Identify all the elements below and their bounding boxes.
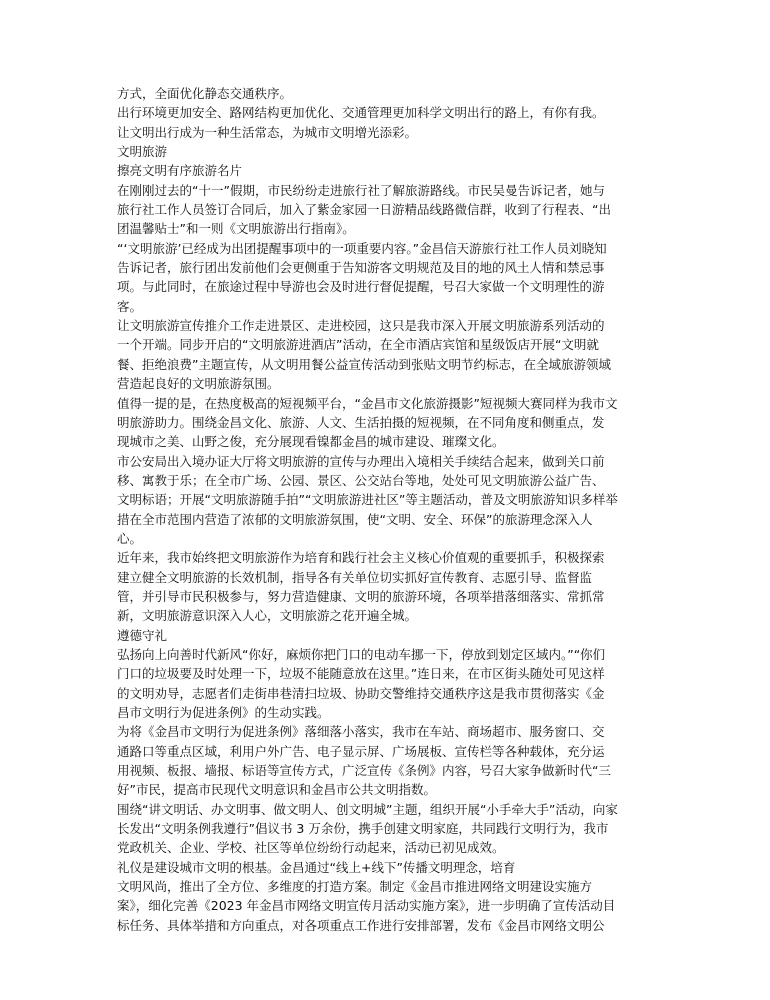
text-line: 党政机关、企业、学校、社区等单位纷纷行动起来，活动已初见成效。 <box>117 840 505 856</box>
text-line: 礼仪是建设城市文明的根基。金昌通过“线上+线下”传播文明理念，培育 <box>117 859 516 875</box>
text-line: 餐、拒绝浪费”主题宣传，从文明用餐公益宣传活动到张贴文明节约标志，在全域旅游领域 <box>117 356 611 372</box>
text-line: 建立健全文明旅游的长效机制，指导各有关单位切实抓好宣传教育、志愿引导、监督监 <box>117 569 593 585</box>
text-line: 长发出“文明条例我遵行”倡议书 3 万余份，携手创建文明家庭，共同践行文明行为，我市 <box>117 821 609 837</box>
text-line: 的文明劝导，志愿者们走街串巷清扫垃圾、协助交警维持交通秩序这是我市贯彻落实《金 <box>117 685 605 701</box>
text-line: 文明标语；开展“文明旅游随手拍”“文明旅游进社区”等主题活动，普及文明旅游知识多样举 <box>117 492 618 508</box>
text-line: 昌市文明行为促进条例》的生动实践。 <box>117 705 330 720</box>
text-line: 客。 <box>117 298 143 314</box>
text-line: 文明风尚，推出了全方位、多维度的打造方案。制定《金昌市推进网络文明建设实施方 <box>117 879 593 895</box>
text-line: 明旅游助力。围绕金昌文化、旅游、人文、生活拍摄的短视频，在不同角度和侧重点，发 <box>117 414 605 430</box>
section-heading: 遵德守礼 <box>117 627 168 643</box>
section-heading: 文明旅游 <box>117 144 168 160</box>
text-line: 弘扬向上向善时代新风“你好，麻烦你把门口的电动车挪一下，停放到划定区域内。”“你们 <box>117 646 606 662</box>
text-line: 让文明旅游宣传推介工作走进景区、走进校园，这只是我市深入开展文明旅游系列活动的 <box>117 318 605 334</box>
text-line: 标任务、具体举措和方向重点，对各项重点工作进行安排部署，发布《金昌市网络文明公 <box>117 917 605 933</box>
text-line: 为将《金昌市文明行为促进条例》落细落小落实，我市在车站、商场超市、服务窗口、交 <box>117 724 605 740</box>
text-line: 出行环境更加安全、路网结构更加优化、交通管理更加科学文明出行的路上，有你有我。 <box>117 105 605 121</box>
document-body <box>117 84 657 935</box>
text-line: 通路口等重点区域，利用户外广告、电子显示屏、广场展板、宣传栏等各种载体，充分运 <box>117 743 605 759</box>
text-line: 门口的垃圾要及时处理一下，垃圾不能随意放在这里。”连日来，在市区街头随处可见这样 <box>117 666 605 682</box>
text-line: 市公安局出入境办证大厅将文明旅游的宣传与办理出入境相关手续结合起来，做到关口前 <box>117 453 605 469</box>
text-line: 用视频、板报、墙报、标语等宣传方式，广泛宣传《条例》内容，号召大家争做新时代“三 <box>117 763 611 779</box>
text-line: 旅行社工作人员签订合同后，加入了紫金家园一日游精品线路微信群，收到了行程表、“出 <box>117 202 611 218</box>
text-line: 新，文明旅游意识深入人心，文明旅游之花开遍全城。 <box>117 608 418 624</box>
text-line: 心。 <box>117 530 143 546</box>
subsection-heading: 擦亮文明有序旅游名片 <box>117 163 243 179</box>
text-line: 措在全市范围内营造了浓郁的文明旅游氛围，使“文明、安全、环保”的旅游理念深入人 <box>117 511 593 527</box>
text-line: 案》，细化完善《2023 年金昌市网络文明宣传月活动实施方案》，进一步明确了宣传活动目 <box>117 898 616 914</box>
text-line: “‘文明旅游’已经成为出团提醒事项中的一项重要内容。”金昌信天游旅行社工作人员刘晓知 <box>117 240 607 256</box>
text-line: 营造起良好的文明旅游氛围。 <box>117 376 280 392</box>
text-line: 好”市民，提高市民现代文明意识和金昌市公共文明指数。 <box>117 782 436 798</box>
text-line: 近年来，我市始终把文明旅游作为培育和践行社会主义核心价值观的重要抓手，积极探索 <box>117 550 605 566</box>
text-line: 方式，全面优化静态交通秩序。 <box>117 86 293 101</box>
text-line: 告诉记者，旅行团出发前他们会更侧重于告知游客文明规范及目的地的风土人情和禁忌事 <box>117 260 605 276</box>
text-line: 现城市之美、山野之俊，充分展现看镍都金昌的城市建设、璀璨文化。 <box>117 434 505 450</box>
text-line: 值得一提的是，在热度极高的短视频平台，“金昌市文化旅游摄影”短视频大赛同样为我市文 <box>117 395 618 411</box>
text-line: 团温馨贴士”和一则《文明旅游出行指南》。 <box>117 221 355 237</box>
text-line: 在刚刚过去的“十一”假期，市民纷纷走进旅行社了解旅游路线。市民吴曼告诉记者，她与 <box>117 182 605 198</box>
text-line: 围绕“讲文明话、办文明事、做文明人、创文明城”主题，组织开展“小手牵大手”活动，向家 <box>117 801 618 817</box>
text-line: 移、寓教于乐；在全市广场、公园、景区、公交站台等地，处处可见文明旅游公益广告、 <box>117 472 605 488</box>
text-line: 让文明出行成为一种生活常态，为城市文明增光添彩。 <box>117 124 418 140</box>
text-line: 一个开端。同步开启的“文明旅游进酒店”活动，在全市酒店宾馆和星级饭店开展“文明就 <box>117 337 599 353</box>
text-line: 管，并引导市民积极参与，努力营造健康、文明的旅游环境，各项举措落细落实、常抓常 <box>117 588 605 604</box>
text-line: 项。与此同时，在旅途过程中导游也会及时进行督促提醒，号召大家做一个文明理性的游 <box>117 279 605 295</box>
